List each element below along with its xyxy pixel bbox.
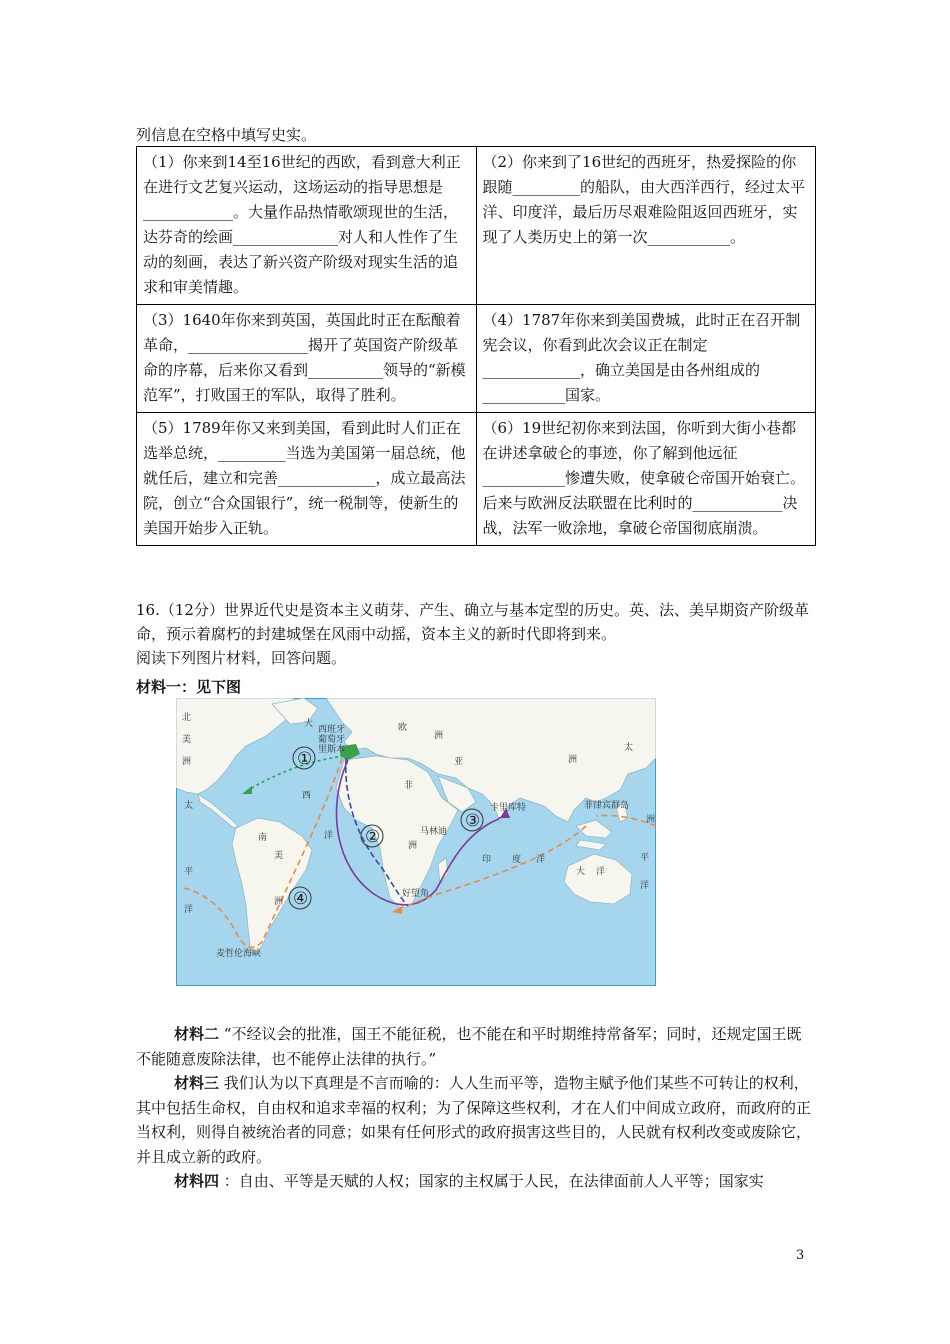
material-paragraph [136,1022,816,1071]
material-label: 材料二 [174,1025,220,1043]
table-cell: （2）你来到了16世纪的西班牙，热爱探险的你跟随_________的船队，由大西洋西行，经过太平洋、印度洋，最后历尽艰难险阻返回西班牙，实现了人类历史上的第一次___________。 [476,147,816,305]
route-number-4-text: ④ [293,889,309,909]
intro-text: 列信息在空格中填写史实。 [136,126,317,144]
material-label: 材料四 [174,1172,220,1190]
map-label: 美 [182,735,192,745]
map-label: 洲 [568,755,578,765]
map-label: 南 [258,833,268,843]
map-place-spain: 西班牙 [318,725,346,735]
map-label: 洋 [184,905,194,915]
material-1-label: 材料一：见下图 [136,678,242,696]
material-text: “不经议会的批准，国王不能征税，也不能在和平时期维持常备军；同时，还规定国王既不能随意废除法律，也不能停止法律的执行。” [136,1025,802,1068]
material-text: ：自由、平等是天赋的人权；国家的主权属于人民，在法律面前人人平等；国家实 [219,1172,764,1190]
map-label: 度 [512,855,522,865]
voyage-map [176,698,656,986]
map-label: 平 [640,853,650,863]
map-place-malindi: 马林迪 [420,827,448,837]
question-16-instruction: 阅读下列图片材料，回答问题。 [136,649,347,667]
table-row [137,413,816,546]
table-cell: （5）1789年你又来到美国，看到此时人们正在选举总统，_________当选为美国第一届总统，他就任后，建立和完善_____________，成立最高法院，创立“合众国银行”，统一税制等，使新生的美国开始步入正轨。 [137,413,477,546]
map-label: 洋 [536,855,546,865]
table-row [137,147,816,305]
map-label: 平 [184,867,194,877]
table-cell: （1）你来到14至16世纪的西欧，看到意大利正在进行文艺复兴运动，这场运动的指导思想是____________。大量作品热情歌颂现世的生活，达芬奇的绘画______________对人和人性作了生动的刻画，表达了新兴资产阶级对现实生活的追求和审美情趣。 [137,147,477,305]
map-place-lisbon: 里斯本 [318,745,346,755]
map-place-magellan-strait: 麦哲伦海峡 [216,949,262,959]
map-label: 洋 [324,831,334,841]
map-label: 欧 [398,723,408,733]
map-label: 美 [274,851,284,861]
material-text: 我们认为以下真理是不言而喻的：人人生而平等，造物主赋予他们某些不可转让的权利，其中包括生命权，自由权和追求幸福的权利；为了保障这些权利，才在人们中间成立政府，而政府的正当权利，则得自被统治者的同意；如果有任何形式的政府损害这些目的，人民就有权利改变或废除它，并且成立新的政府。 [136,1074,812,1166]
question-16-stem: 16.（12分）世界近代史是资本主义萌芽、产生、确立与基本定型的历史。英、法、美早期资产阶级革命，预示着腐朽的封建城堡在风雨中动摇，资本主义的新时代即将到来。 [136,601,809,643]
map-label: 洋 [640,881,650,891]
route-number-2-text: ② [365,827,381,847]
map-label: 洋 [596,867,606,877]
route-number-4 [289,887,311,909]
route-number-1-text: ① [297,749,313,769]
material-label: 材料三 [174,1074,220,1092]
map-place-cape: 好望角 [402,889,430,899]
map-label: 大 [304,719,314,729]
map-label: 洲 [182,757,192,767]
map-label: 洲 [274,897,284,907]
route-number-1 [293,747,315,769]
route-number-2 [361,825,383,847]
map-place-calicut: 卡里库特 [490,803,527,813]
map-label: 洲 [434,731,444,741]
map-label: 亚 [454,757,464,767]
map-label: 印 [482,855,492,865]
map-label: 洲 [646,815,656,825]
materials-section [136,1022,816,1194]
table-row [137,305,816,413]
table-cell: （3）1640年你来到英国，英国此时正在酝酿着革命，________________揭开了英国资产阶级革命的序幕，后来你又看到__________领导的“新模范军”，打败国王的军队，取得了胜利。 [137,305,477,413]
question-16 [136,598,816,670]
question-table [136,146,816,546]
map-label: 太 [624,743,634,753]
map-label: 北 [182,713,192,723]
map-label: 非 [404,781,414,791]
table-cell: （4）1787年你来到美国费城，此时正在召开制宪会议，你看到此次会议正在制定_____________，确立美国是由各州组成的___________国家。 [476,305,816,413]
map-label: 西 [302,791,312,801]
table-cell: （6）19世纪初你来到法国，你听到大街小巷都在讲述拿破仑的事迹，你了解到他远征___________惨遭失败，使拿破仑帝国开始衰亡。后来与欧洲反法联盟在比利时的____________决战，法军一败涂地，拿破仑帝国彻底崩溃。 [476,413,816,546]
material-paragraph [136,1071,816,1169]
map-label: 太 [184,801,194,811]
page-number: 3 [796,1248,805,1263]
material-paragraph [136,1169,816,1194]
map-place-philippines: 菲律宾群岛 [584,801,630,811]
map-label: 洲 [408,841,418,851]
map-place-portugal: 葡萄牙 [318,735,346,745]
map-label: 大 [576,867,586,877]
route-number-3 [461,809,483,831]
route-number-3-text: ③ [465,811,481,831]
